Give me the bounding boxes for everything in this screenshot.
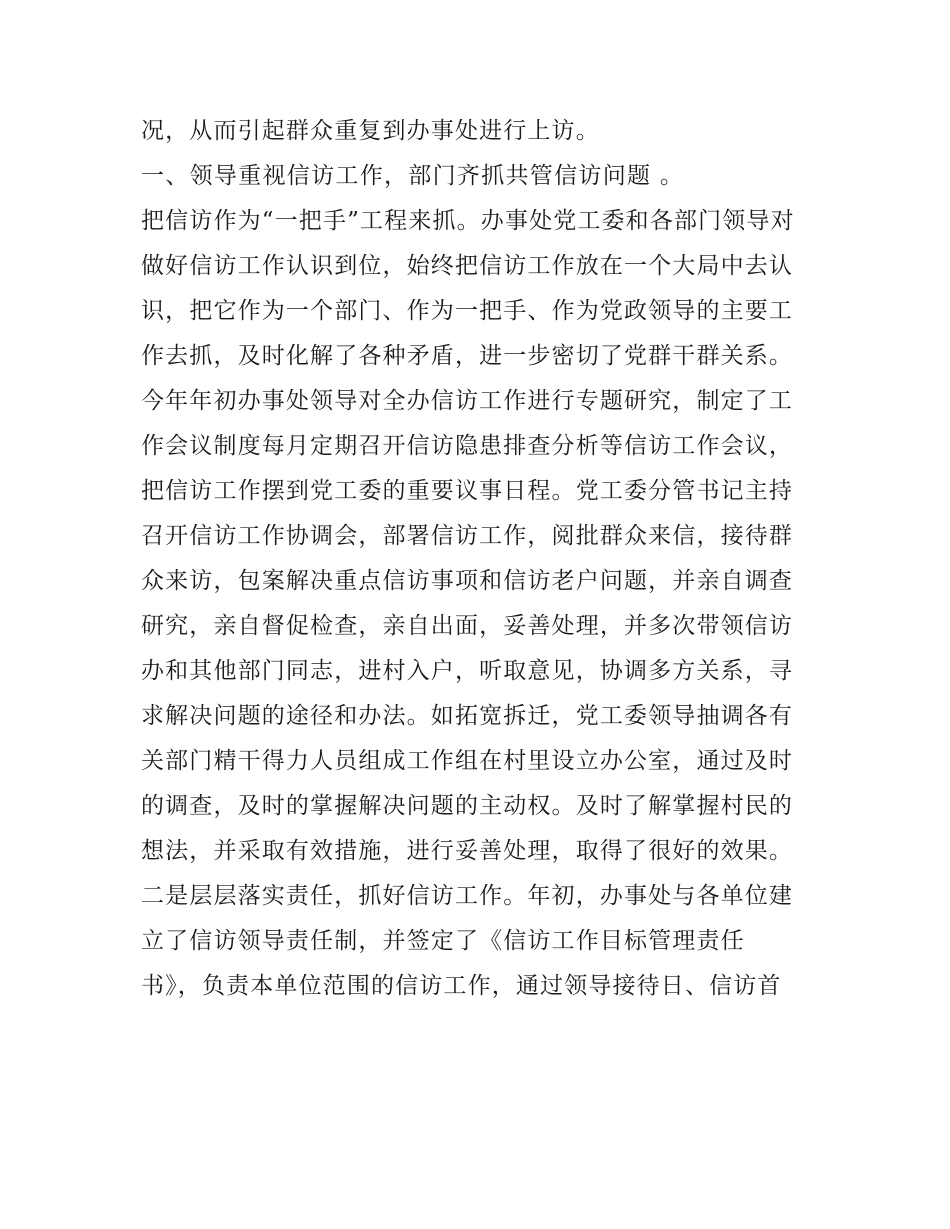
text-line: 做好信访工作认识到位，始终把信访工作放在一个大局中去认 (141, 253, 794, 279)
text-line: 办和其他部门同志，进村入户，听取意见，协调多方关系，寻 (141, 658, 794, 684)
document-body (141, 109, 821, 1009)
text-line: 求解决问题的途径和办法。如拓宽拆迁，党工委领导抽调各有 (141, 703, 794, 729)
text-line: 想法，并采取有效措施，进行妥善处理，取得了很好的效果。 (141, 838, 794, 864)
text-line: 识，把它作为一个部门、作为一把手、作为党政领导的主要工 (141, 298, 794, 324)
text-line: 召开信访工作协调会，部署信访工作，阅批群众来信，接待群 (141, 523, 794, 549)
text-line: 关部门精干得力人员组成工作组在村里设立办公室，通过及时 (141, 748, 794, 774)
text-line: 书》，负责本单位范围的信访工作，通过领导接待日、信访首 (141, 973, 782, 999)
text-line: 的调查，及时的掌握解决问题的主动权。及时了解掌握村民的 (141, 793, 794, 819)
text-line: 把信访作为“一把手”工程来抓。办事处党工委和各部门领导对 (141, 208, 795, 234)
text-line: 把信访工作摆到党工委的重要议事日程。党工委分管书记主持 (141, 478, 794, 504)
text-line: 众来访，包案解决重点信访事项和信访老户问题，并亲自调查 (141, 568, 794, 594)
text-line: 今年年初办事处领导对全办信访工作进行专题研究，制定了工 (141, 388, 794, 414)
text-line: 作去抓，及时化解了各种矛盾，进一步密切了党群干群关系。 (141, 343, 794, 369)
section-heading: 一、领导重视信访工作，部门齐抓共管信访问题 。 (141, 163, 685, 189)
text-line: 作会议制度每月定期召开信访隐患排查分析等信访工作会议， (141, 433, 794, 459)
text-line: 立了信访领导责任制，并签定了《信访工作目标管理责任 (141, 928, 745, 954)
text-line: 况，从而引起群众重复到办事处进行上访。 (141, 118, 600, 144)
text-line: 二是层层落实责任，抓好信访工作。年初，办事处与各单位建 (141, 883, 794, 909)
text-line: 研究，亲自督促检查，亲自出面，妥善处理，并多次带领信访 (141, 613, 794, 639)
